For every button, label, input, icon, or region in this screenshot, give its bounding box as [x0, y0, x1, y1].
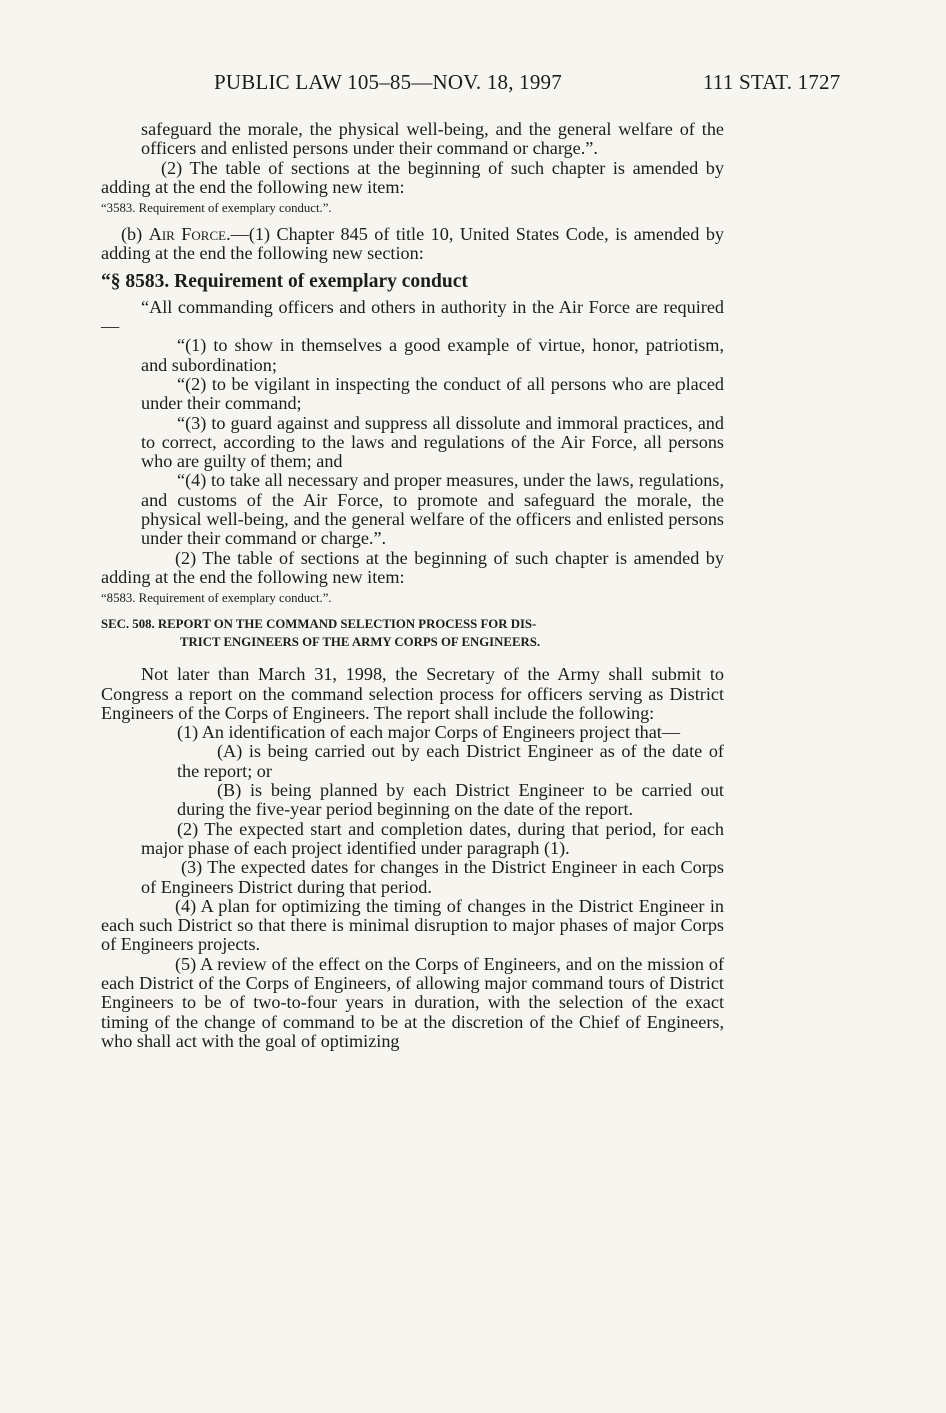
report-item-5: (5) A review of the effect on the Corps of Engineers, and on the mission of each District of the Corps of Engineers, of allowing major command tours of District Engineers to be of two-to-four years in duration, with the selection of the exact timing of the change of command to be at the discretion of the Chief of Engineers, who shall act with the goal of optimizing	[101, 953, 724, 1051]
section-title-508	[101, 615, 724, 651]
paragraph-report: Not later than March 31, 1998, the Secretary of the Army shall submit to Congress a report on the command selection process for officers serving as District Engineers of the Corps of Engineers. The report shall include the following:	[101, 664, 724, 723]
paragraph-table-amendment: (2) The table of sections at the beginning of such chapter is amended by adding at the end the following new item:	[101, 157, 724, 197]
section-heading-8583: “§ 8583. Requirement of exemplary conduct	[101, 270, 468, 292]
report-item-2: (2) The expected start and completion dates, during that period, for each major phase of each project identified under paragraph (1).	[141, 818, 724, 858]
section-title-line2: TRICT ENGINEERS OF THE ARMY CORPS OF ENGINEERS.	[180, 635, 541, 650]
paragraph-required: “All commanding officers and others in authority in the Air Force are required—	[101, 296, 724, 337]
report-item-3: (3) The expected dates for changes in the District Engineer in each Corps of Engineers District during that period.	[141, 857, 724, 897]
header-page-number: 111 STAT. 1727	[703, 70, 841, 94]
table-item-3583: “3583. Requirement of exemplary conduct.”.	[101, 201, 332, 216]
list-item-1: “(1) to show in themselves a good example of virtue, honor, patriotism, and subordination;	[141, 335, 724, 375]
list-item-2: “(2) to be vigilant in inspecting the conduct of all persons who are placed under their command;	[141, 373, 724, 414]
document-body	[101, 120, 724, 1051]
subsection-label: (b)	[121, 224, 149, 245]
report-item-4: (4) A plan for optimizing the timing of changes in the District Engineer in each such District so that there is minimal disruption to major phases of major Corps of Engineers projects.	[101, 895, 724, 955]
subsection-heading: Air Force	[148, 224, 227, 245]
header-citation: PUBLIC LAW 105–85—NOV. 18, 1997	[214, 70, 562, 94]
paragraph-table-amendment-2: (2) The table of sections at the beginning of such chapter is amended by adding at the end the following new item:	[101, 547, 724, 587]
paragraph-continuation: safeguard the morale, the physical well-being, and the general welfare of the officers and enlisted persons under their command or charge.”.	[141, 119, 724, 159]
section-title-line1: SEC. 508. REPORT ON THE COMMAND SELECTION PROCESS FOR DIS-	[101, 617, 537, 632]
subsection-text: .—(1) Chapter 845 of title 10, United States Code, is amended by adding at the end the following new section:	[101, 224, 725, 264]
paragraph-air-force	[101, 225, 724, 264]
report-subitem-a: (A) is being carried out by each District Engineer as of the date of the report; or	[177, 741, 724, 781]
table-item-8583: “8583. Requirement of exemplary conduct.”.	[101, 591, 332, 606]
page-header	[0, 70, 946, 100]
report-subitem-b: (B) is being planned by each District Engineer to be carried out during the five-year period beginning on the date of the report.	[177, 780, 724, 820]
list-item-4: “(4) to take all necessary and proper measures, under the laws, regulations, and customs of the Air Force, to promote and safeguard the morale, the physical well-being, and the general welfare of the officers and enlisted persons under their command or charge.”.	[141, 470, 724, 549]
report-item-1: (1) An identification of each major Corps of Engineers project that—	[177, 722, 681, 743]
list-item-3: “(3) to guard against and suppress all dissolute and immoral practices, and to correct, according to the laws and regulations of the Air Force, all persons who are guilty of them; and	[141, 412, 724, 472]
